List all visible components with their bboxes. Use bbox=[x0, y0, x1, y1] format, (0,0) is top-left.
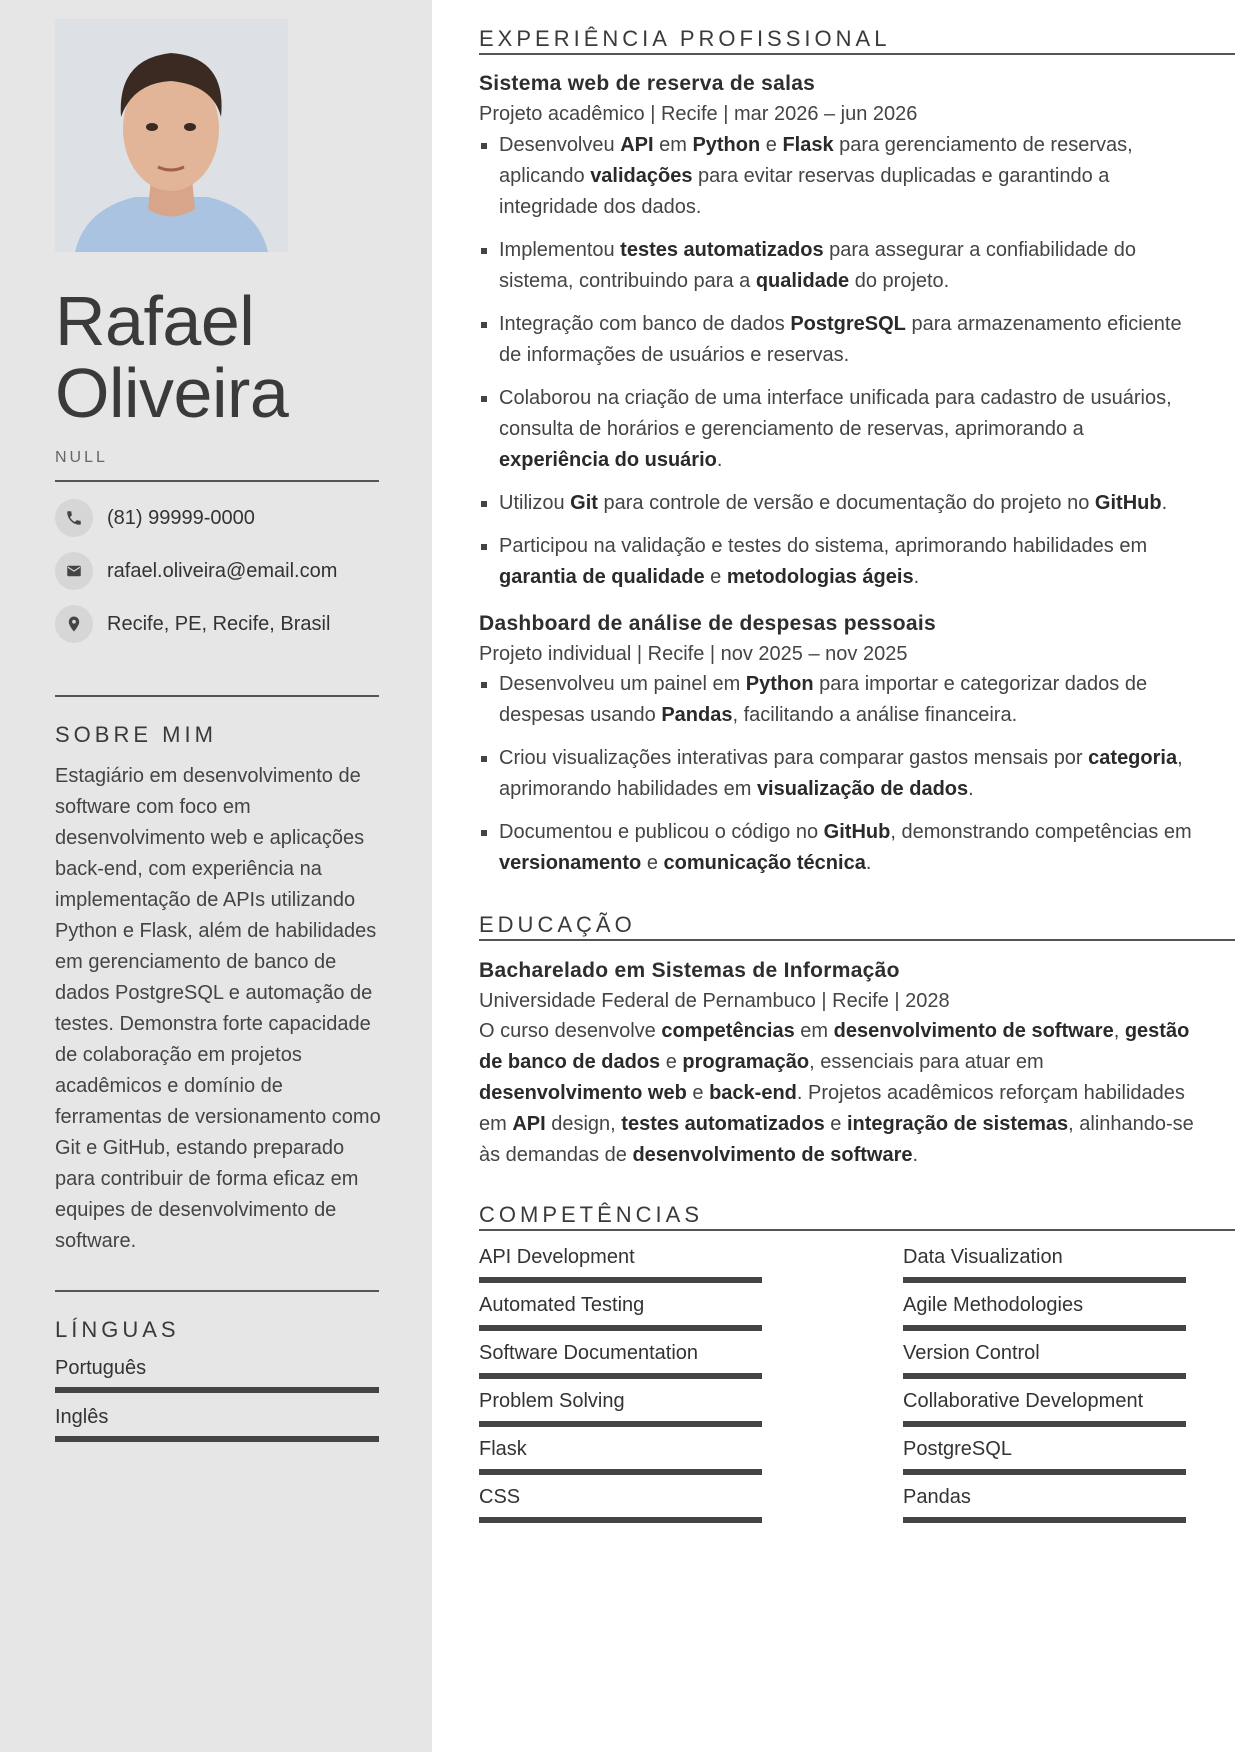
skill-item bbox=[903, 1294, 1186, 1331]
location-pin-icon bbox=[55, 605, 93, 643]
languages-heading: LÍNGUAS bbox=[55, 1317, 180, 1342]
bold-text: GitHub bbox=[1094, 492, 1162, 514]
skill-level-bar bbox=[903, 1373, 1186, 1379]
bold-text: validações bbox=[590, 165, 693, 187]
skill-level-bar bbox=[903, 1517, 1186, 1523]
bold-text: back-end bbox=[709, 1082, 797, 1104]
skill-item bbox=[479, 1438, 762, 1475]
skill-level-bar bbox=[903, 1469, 1186, 1475]
contact-location bbox=[55, 605, 395, 643]
bold-text: API bbox=[512, 1113, 546, 1135]
about-heading: SOBRE MIM bbox=[55, 722, 217, 747]
bullet-item: Integração com banco de dados PostgreSQL para armazenamento eficiente de informações de usuários e reservas. bbox=[479, 309, 1199, 371]
email-icon bbox=[55, 552, 93, 590]
education-heading: EDUCAÇÃO bbox=[479, 912, 1235, 941]
bold-text: desenvolvimento de software bbox=[833, 1020, 1114, 1042]
skill-item bbox=[479, 1390, 762, 1427]
skill-item bbox=[903, 1342, 1186, 1379]
bold-text: Git bbox=[570, 492, 598, 514]
language-name: Português bbox=[55, 1357, 147, 1379]
bold-text: desenvolvimento web bbox=[479, 1082, 687, 1104]
language-level-bar bbox=[55, 1387, 379, 1393]
last-name: Oliveira bbox=[55, 354, 289, 432]
skill-name: Data Visualization bbox=[903, 1246, 1063, 1268]
bold-text: integração de sistemas bbox=[846, 1113, 1069, 1135]
skill-name: Version Control bbox=[903, 1342, 1040, 1364]
skill-item bbox=[903, 1246, 1186, 1283]
skill-item bbox=[903, 1438, 1186, 1475]
skill-item bbox=[479, 1294, 762, 1331]
skill-name: Pandas bbox=[903, 1486, 971, 1508]
skill-name: Flask bbox=[479, 1438, 527, 1460]
skill-level-bar bbox=[903, 1277, 1186, 1283]
bold-text: programação bbox=[682, 1051, 810, 1073]
bullet-item: Participou na validação e testes do sistema, aprimorando habilidades em garantia de qualidade e metodologias ágeis. bbox=[479, 531, 1199, 593]
bold-text: Python bbox=[745, 673, 814, 695]
bold-text: garantia de qualidade bbox=[499, 566, 705, 588]
education-description: O curso desenvolve competências em desenvolvimento de software, gestão de banco de dados e programação, essenciais para atuar em desenvolvimento web e back-end. Projetos acadêmicos reforçam habilidades em API design, testes automatizados e integração de sistemas, alinhando-se às demandas de desenvolvimento de software. bbox=[479, 1020, 1194, 1166]
first-name: Rafael bbox=[55, 282, 255, 360]
job-title: Dashboard de análise de despesas pessoais bbox=[479, 612, 937, 635]
skill-name: Software Documentation bbox=[479, 1342, 699, 1364]
about-text: Estagiário em desenvolvimento de software com foco em desenvolvimento web e aplicações back-end, com experiência na implementação de APIs utilizando Python e Flask, além de habilidades em gerenciamento de banco de dados PostgreSQL e automação de testes. Demonstra forte capacidade de colaboração em projetos acadêmicos e domínio de ferramentas de versionamento como Git e GitHub, estando preparado para contribuir de forma eficaz em equipes de desenvolvimento de software. bbox=[55, 765, 381, 1252]
candidate-name bbox=[55, 282, 289, 432]
skill-name: Collaborative Development bbox=[903, 1390, 1144, 1412]
bullet-item: Utilizou Git para controle de versão e documentação do projeto no GitHub. bbox=[479, 488, 1199, 519]
language-level-bar bbox=[55, 1436, 379, 1442]
bold-text: versionamento bbox=[499, 852, 642, 874]
bold-text: testes automatizados bbox=[620, 239, 824, 261]
bold-text: API bbox=[620, 134, 654, 156]
bold-text: GitHub bbox=[823, 821, 891, 843]
skill-level-bar bbox=[479, 1373, 762, 1379]
skill-level-bar bbox=[479, 1517, 762, 1523]
bold-text: comunicação técnica bbox=[663, 852, 866, 874]
profile-photo-image bbox=[55, 19, 288, 252]
skill-item bbox=[903, 1486, 1186, 1523]
divider bbox=[55, 695, 379, 697]
skill-item bbox=[903, 1390, 1186, 1427]
skill-level-bar bbox=[903, 1421, 1186, 1427]
language-name: Inglês bbox=[55, 1406, 109, 1428]
job-title: Sistema web de reserva de salas bbox=[479, 72, 816, 95]
bullet-item: Colaborou na criação de uma interface unificada para cadastro de usuários, consulta de horários e gerenciamento de reservas, aprimorando a experiência do usuário. bbox=[479, 383, 1199, 476]
bold-text: testes automatizados bbox=[621, 1113, 825, 1135]
experience-heading: EXPERIÊNCIA PROFISSIONAL bbox=[479, 26, 1235, 55]
phone-icon bbox=[55, 499, 93, 537]
bullet-item: Desenvolveu API em Python e Flask para gerenciamento de reservas, aplicando validações para evitar reservas duplicadas e garantindo a integridade dos dados. bbox=[479, 130, 1199, 223]
job-bullets bbox=[479, 130, 1199, 605]
language-item bbox=[55, 1357, 379, 1393]
bold-text: visualização de dados bbox=[756, 778, 969, 800]
degree-title: Bacharelado em Sistemas de Informação bbox=[479, 959, 900, 982]
contact-email bbox=[55, 552, 395, 590]
skill-item bbox=[479, 1486, 762, 1523]
job-meta: Projeto acadêmico | Recife | mar 2026 – jun 2026 bbox=[479, 103, 918, 125]
sidebar bbox=[0, 0, 432, 1752]
bold-text: desenvolvimento de software bbox=[632, 1144, 913, 1166]
skill-item bbox=[479, 1246, 762, 1283]
skill-name: Problem Solving bbox=[479, 1390, 625, 1412]
job-meta: Projeto individual | Recife | nov 2025 – nov 2025 bbox=[479, 643, 908, 665]
skill-level-bar bbox=[903, 1325, 1186, 1331]
phone-number[interactable]: (81) 99999-0000 bbox=[107, 506, 255, 529]
education-meta: Universidade Federal de Pernambuco | Recife | 2028 bbox=[479, 990, 950, 1012]
skill-name: Agile Methodologies bbox=[903, 1294, 1084, 1316]
bold-text: competências bbox=[661, 1020, 795, 1042]
bold-text: experiência do usuário bbox=[499, 449, 717, 471]
skill-level-bar bbox=[479, 1325, 762, 1331]
bold-text: metodologias ágeis bbox=[726, 566, 914, 588]
skill-name: PostgreSQL bbox=[903, 1438, 1012, 1460]
skill-name: CSS bbox=[479, 1486, 521, 1508]
bullet-item: Documentou e publicou o código no GitHub, demonstrando competências em versionamento e comunicação técnica. bbox=[479, 817, 1199, 879]
skill-level-bar bbox=[479, 1421, 762, 1427]
bold-text: PostgreSQL bbox=[790, 313, 906, 335]
skill-level-bar bbox=[479, 1277, 762, 1283]
bullet-item: Implementou testes automatizados para assegurar a confiabilidade do sistema, contribuindo para a qualidade do projeto. bbox=[479, 235, 1199, 297]
divider bbox=[55, 1290, 379, 1292]
location-text: Recife, PE, Recife, Brasil bbox=[107, 612, 331, 635]
skills-heading: COMPETÊNCIAS bbox=[479, 1202, 1235, 1231]
divider bbox=[55, 480, 379, 482]
email-address[interactable]: rafael.oliveira@email.com bbox=[107, 559, 338, 582]
bold-text: Python bbox=[692, 134, 761, 156]
language-item bbox=[55, 1406, 379, 1442]
bold-text: Flask bbox=[782, 134, 834, 156]
profile-photo bbox=[55, 19, 288, 252]
skill-name: Automated Testing bbox=[479, 1294, 645, 1316]
skill-name: API Development bbox=[479, 1246, 635, 1268]
bullet-item: Criou visualizações interativas para comparar gastos mensais por categoria, aprimorando habilidades em visualização de dados. bbox=[479, 743, 1199, 805]
bold-text: categoria bbox=[1088, 747, 1178, 769]
bullet-item: Desenvolveu um painel em Python para importar e categorizar dados de despesas usando Pandas, facilitando a análise financeira. bbox=[479, 669, 1199, 731]
bold-text: gestão de banco de dados bbox=[479, 1020, 1190, 1073]
bold-text: qualidade bbox=[755, 270, 850, 292]
skill-level-bar bbox=[479, 1469, 762, 1475]
bold-text: Pandas bbox=[661, 704, 733, 726]
skill-item bbox=[479, 1342, 762, 1379]
contact-phone bbox=[55, 499, 395, 537]
job-bullets bbox=[479, 669, 1199, 891]
job-subtitle: NULL bbox=[55, 449, 108, 466]
